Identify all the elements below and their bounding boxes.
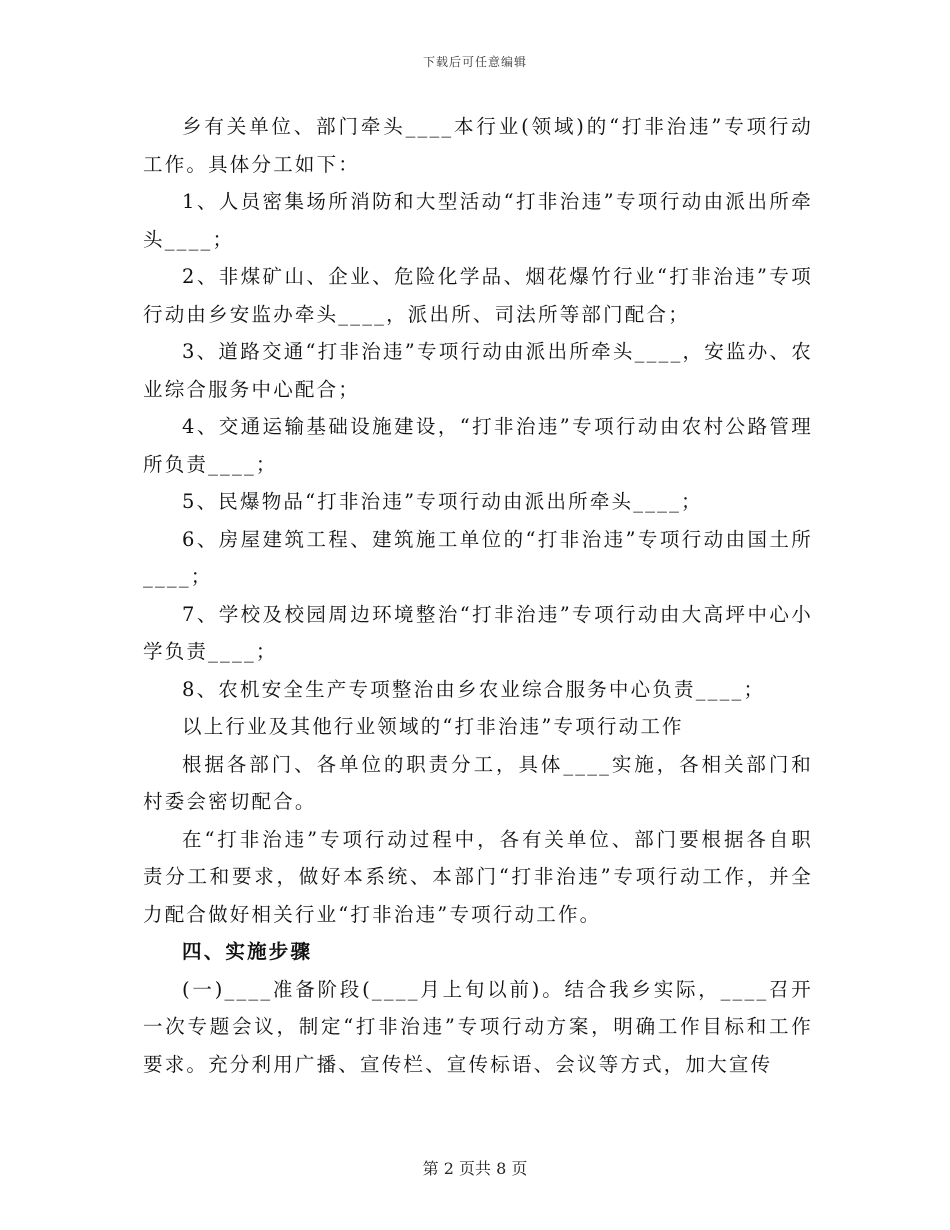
list-item-7: 7、学校及校园周边环境整治“打非治违”专项行动由大高坪中心小学负责____； [143,602,813,663]
list-item-1: 1、人员密集场所消防和大型活动“打非治违”专项行动由派出所牵头____； [143,190,813,251]
list-item-3: 3、道路交通“打非治违”专项行动由派出所牵头____，安监办、农业综合服务中心配合； [143,340,813,401]
paragraph-implementation: 根据各部门、各单位的职责分工，具体____实施，各相关部门和村委会密切配合。 [143,752,813,813]
list-item-5: 5、民爆物品“打非治违”专项行动由派出所牵头____； [182,490,703,513]
list-item-8: 8、农机安全生产专项整治由乡农业综合服务中心负责____； [182,677,766,701]
list-item-4: 4、交通运输基础设施建设，“打非治违”专项行动由农村公路管理所负责____； [143,415,813,476]
section-heading: 四、实施步骤 [182,940,313,963]
paragraph-intro: 乡有关单位、部门牵头____本行业(领域)的“打非治违”专项行动工作。具体分工如下： [143,115,813,176]
list-item-6: 6、房屋建筑工程、建筑施工单位的“打非治违”专项行动由国土所____； [143,527,813,588]
paragraph-summary: 以上行业及其他行业领域的“打非治违”专项行动工作 [182,715,684,738]
header-note: 下载后可任意编辑 [422,55,527,69]
paragraph-preparation-stage: (一)____准备阶段(____月上旬以前)。结合我乡实际，____召开一次专题会议，制定“打非治违”专项行动方案，明确工作目标和工作要求。充分利用广播、宣传栏、宣传标语、会议等方式，加大宣传 [143,977,813,1076]
page-number: 第 2 页共 8 页 [422,1159,528,1178]
document-body [143,108,813,1083]
paragraph-cooperation: 在“打非治违”专项行动过程中，各有关单位、部门要根据各自职责分工和要求，做好本系统、本部门“打非治违”专项行动工作，并全力配合做好相关行业“打非治违”专项行动工作。 [143,827,813,926]
list-item-2: 2、非煤矿山、企业、危险化学品、烟花爆竹行业“打非治违”专项行动由乡安监办牵头____，派出所、司法所等部门配合； [143,265,813,326]
